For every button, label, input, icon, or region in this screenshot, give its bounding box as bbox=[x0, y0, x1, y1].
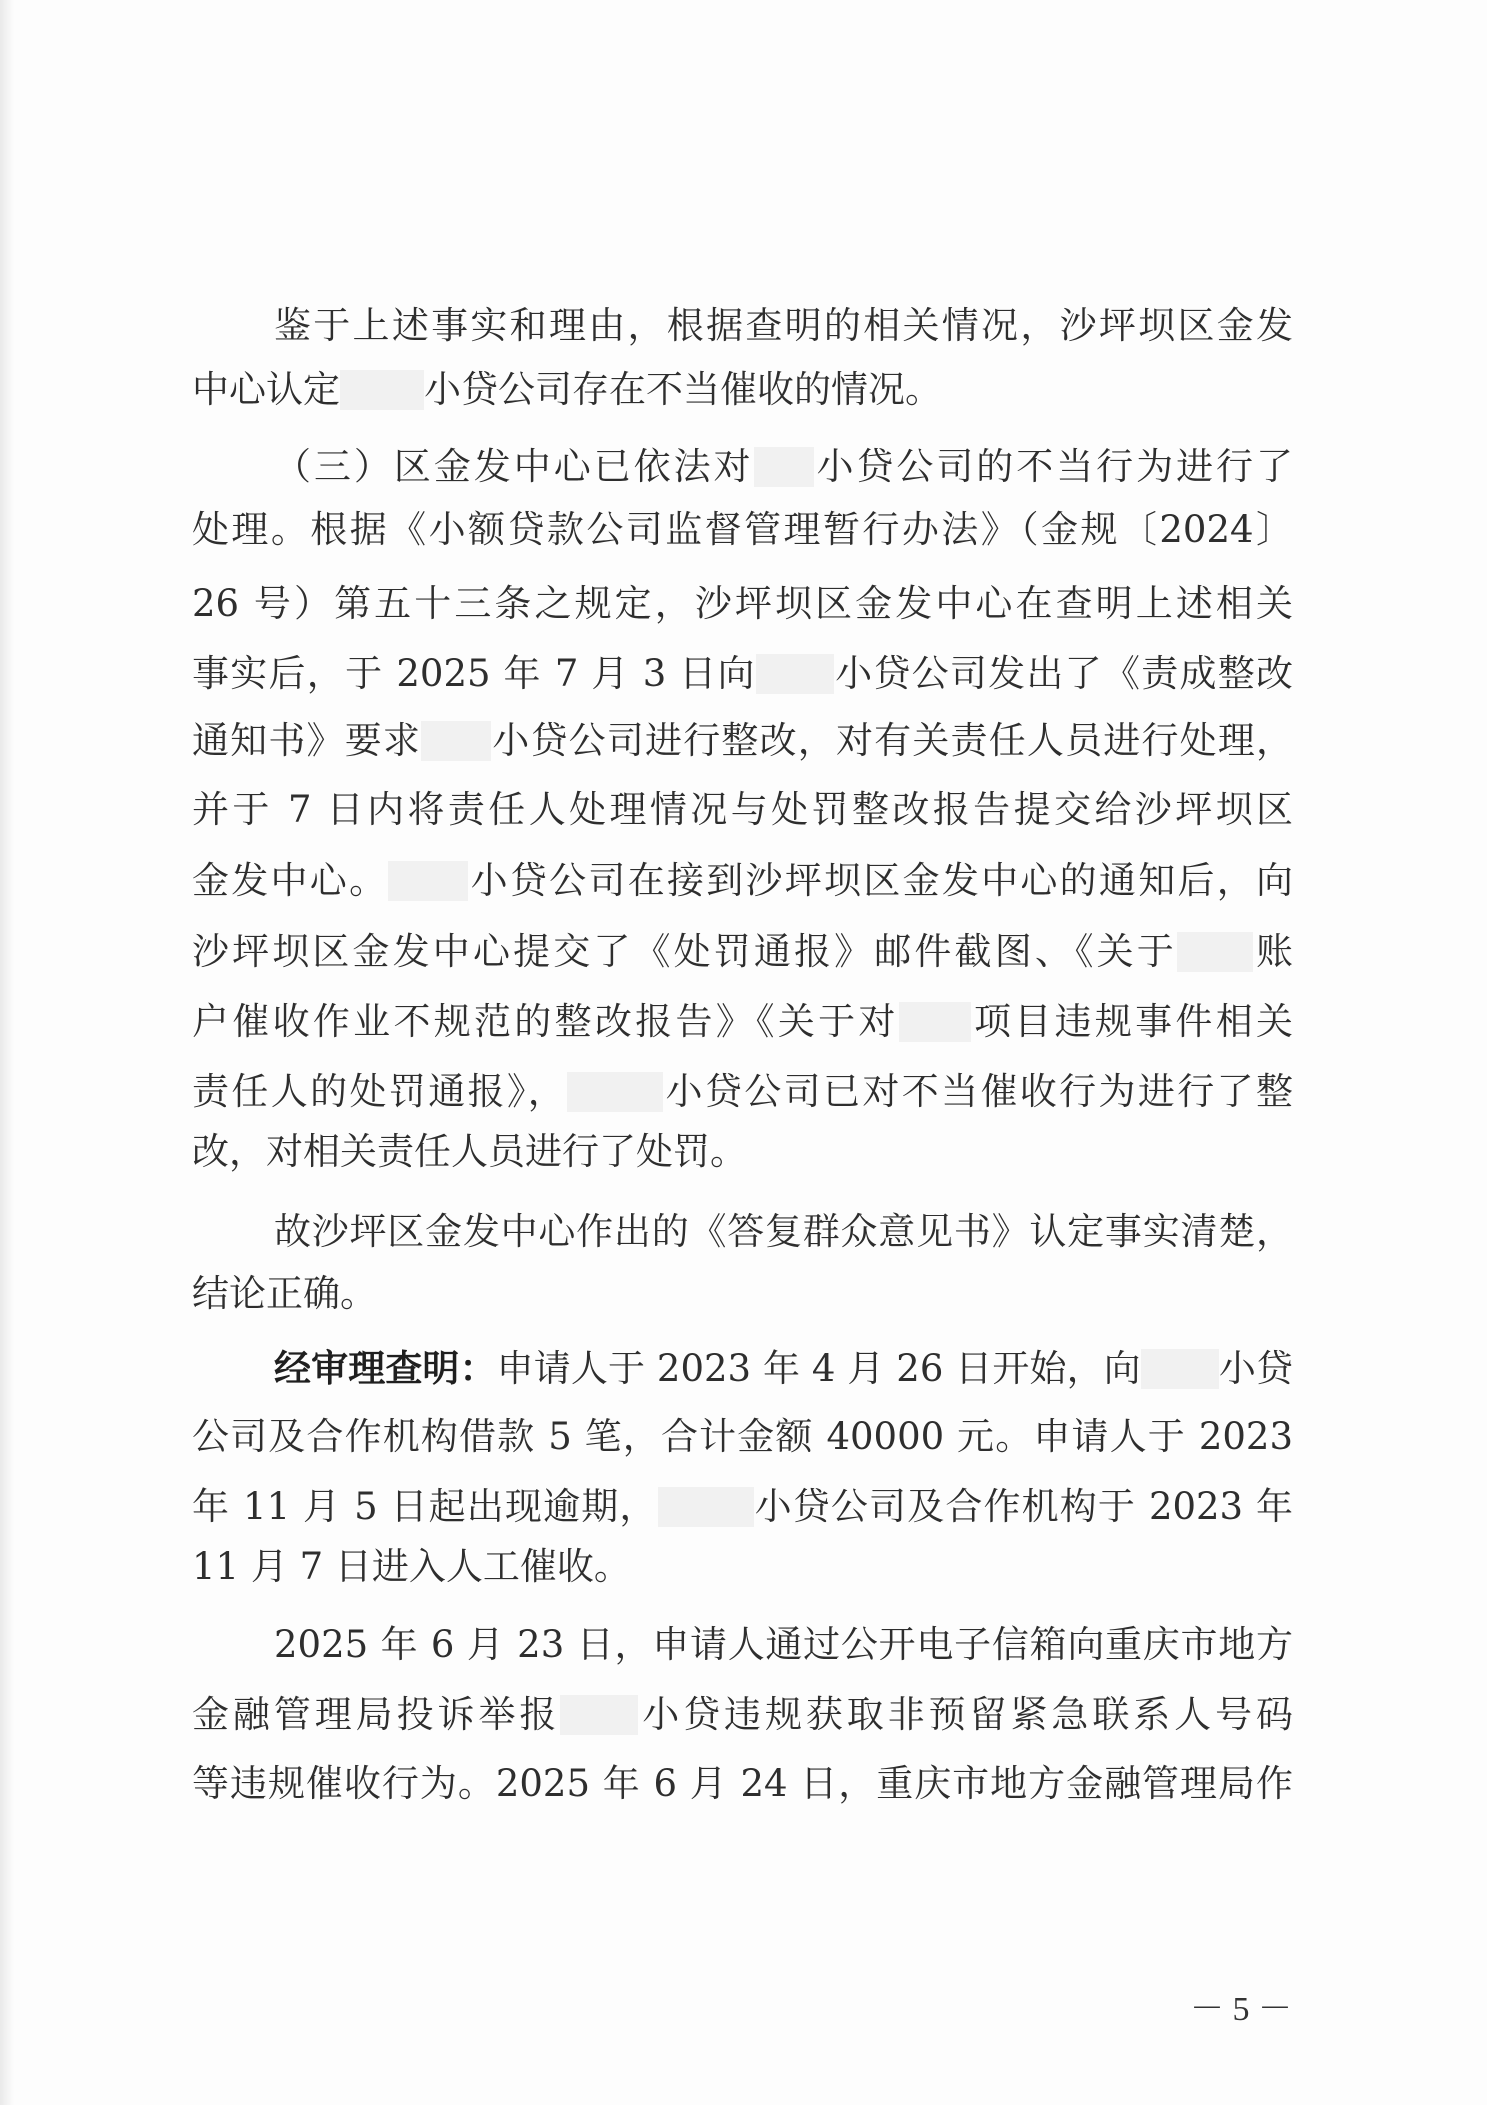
text-line bbox=[274, 302, 1293, 350]
finding-label: 经审理查明： bbox=[274, 1346, 497, 1390]
line-text: 项目违规事件相关 bbox=[970, 1000, 1293, 1043]
text-line bbox=[192, 1760, 1293, 1808]
line-text: 小贷公司及合作机构于 2023 年 bbox=[753, 1485, 1293, 1528]
line-text: 结论正确。 bbox=[192, 1272, 377, 1315]
text-line bbox=[274, 1344, 1293, 1392]
line-text: 等违规催收行为。2025 年 6 月 24 日，重庆市地方金融管理局作 bbox=[192, 1762, 1293, 1805]
redacted-name bbox=[1141, 1349, 1219, 1389]
text-line bbox=[192, 857, 1293, 905]
line-text: 并于 7 日内将责任人处理情况与处罚整改报告提交给沙坪坝区 bbox=[192, 788, 1293, 831]
line-text: （三）区金发中心已依法对 bbox=[274, 445, 754, 488]
text-line bbox=[192, 998, 1293, 1046]
line-text: 小贷公司在接到沙坪坝区金发中心的通知后，向 bbox=[468, 859, 1293, 902]
text-line bbox=[274, 1621, 1293, 1669]
line-text: 户催收作业不规范的整改报告》《关于对 bbox=[192, 1000, 899, 1043]
line-text: 通知书》要求 bbox=[192, 719, 422, 762]
line-text: 小贷公司发出了《责成整改 bbox=[833, 652, 1293, 695]
redacted-name bbox=[567, 1072, 663, 1112]
text-line bbox=[192, 1543, 1293, 1591]
line-text: 故沙坪区金发中心作出的《答复群众意见书》认定事实清楚， bbox=[274, 1210, 1293, 1253]
text-line bbox=[192, 650, 1293, 698]
line-text: 改，对相关责任人员进行了处罚。 bbox=[192, 1130, 747, 1173]
line-text: 11 月 7 日进入人工催收。 bbox=[192, 1545, 631, 1588]
redacted-name bbox=[421, 721, 491, 761]
redacted-name bbox=[756, 654, 834, 694]
text-line bbox=[192, 1483, 1293, 1531]
text-line bbox=[192, 1068, 1293, 1116]
line-text: 中心认定 bbox=[192, 368, 340, 411]
line-text: 小贷 bbox=[1218, 1347, 1293, 1390]
text-line bbox=[192, 366, 1293, 414]
text-line bbox=[192, 928, 1293, 976]
line-text: 金发中心。 bbox=[192, 859, 389, 902]
text-line bbox=[192, 506, 1293, 554]
line-text: 金融管理局投诉举报 bbox=[192, 1693, 561, 1736]
line-text: 26 号）第五十三条之规定，沙坪坝区金发中心在查明上述相关 bbox=[192, 582, 1293, 625]
text-line bbox=[192, 1691, 1293, 1739]
text-line bbox=[192, 1413, 1293, 1461]
text-line bbox=[192, 1128, 1293, 1176]
line-text: 责任人的处罚通报》， bbox=[192, 1070, 568, 1113]
redacted-name bbox=[1177, 932, 1253, 972]
line-text: 申请人于 2023 年 4 月 26 日开始，向 bbox=[496, 1347, 1141, 1390]
redacted-name bbox=[340, 370, 424, 410]
text-line bbox=[192, 717, 1293, 765]
line-text: 小贷公司的不当行为进行了 bbox=[813, 445, 1293, 488]
line-text: 2025 年 6 月 23 日，申请人通过公开电子信箱向重庆市地方 bbox=[274, 1623, 1293, 1666]
text-line bbox=[274, 443, 1293, 491]
page-number: － 5 － bbox=[1190, 1991, 1292, 2028]
line-text: 公司及合作机构借款 5 笔，合计金额 40000 元。申请人于 2023 bbox=[192, 1415, 1293, 1458]
redacted-name bbox=[388, 861, 468, 901]
text-line bbox=[274, 1208, 1293, 1256]
redacted-name bbox=[658, 1487, 754, 1527]
line-text: 小贷违规获取非预留紧急联系人号码 bbox=[638, 1693, 1293, 1736]
redacted-name bbox=[899, 1002, 971, 1042]
line-text: 年 11 月 5 日起出现逾期， bbox=[192, 1485, 658, 1528]
line-text: 沙坪坝区金发中心提交了《处罚通报》邮件截图、《关于 bbox=[192, 930, 1177, 973]
line-text: 小贷公司已对不当催收行为进行了整 bbox=[663, 1070, 1293, 1113]
text-line bbox=[192, 580, 1293, 628]
line-text: 小贷公司存在不当催收的情况。 bbox=[424, 368, 942, 411]
line-text: 事实后，于 2025 年 7 月 3 日向 bbox=[192, 652, 756, 695]
redacted-name bbox=[754, 447, 814, 487]
redacted-name bbox=[560, 1695, 638, 1735]
text-line bbox=[192, 1270, 1293, 1318]
line-text: 处理。根据《小额贷款公司监督管理暂行办法》（金规〔2024〕 bbox=[192, 508, 1293, 551]
scan-edge-shadow bbox=[0, 0, 14, 2105]
line-text: 小贷公司进行整改，对有关责任人员进行处理， bbox=[491, 719, 1293, 762]
text-line bbox=[192, 786, 1293, 834]
line-text: 鉴于上述事实和理由，根据查明的相关情况，沙坪坝区金发 bbox=[274, 304, 1293, 347]
line-text: 账 bbox=[1252, 930, 1293, 973]
